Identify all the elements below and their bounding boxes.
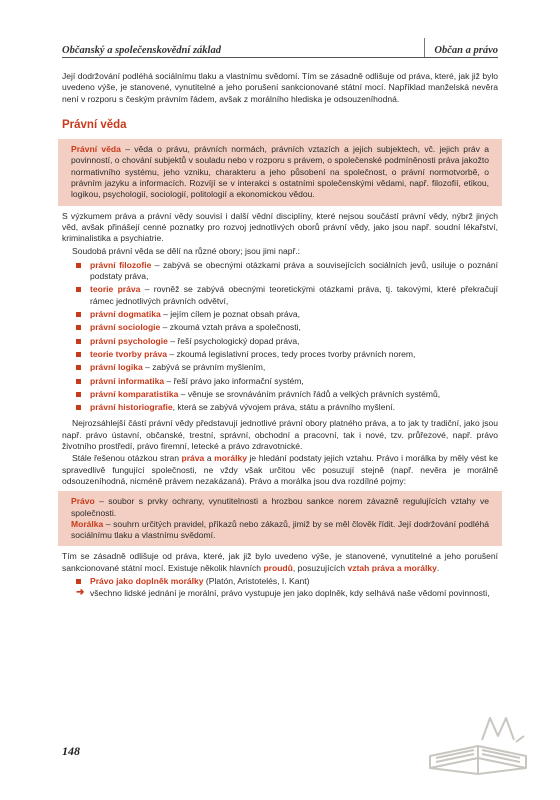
field-term: právní historiografie xyxy=(90,402,173,413)
list-item xyxy=(76,284,498,307)
paragraph-fields-intro: Soudobá právní věda se dělí na různé obory; jsou jimi např.: xyxy=(72,245,301,256)
paragraph-related-disciplines: S výzkumem práva a právní vědy souvisí i další vědní disciplíny, které nejsou součástí právní vědy, nýbrž jiných věd, avšak přinášejí cenné poznatky pro rozvoj jednotlivých oborů právní vědy, jako jsou např. soudní lékařství, kriminalistika a psychiatrie. xyxy=(62,210,498,244)
field-text: – zkoumá legislativní proces, tedy proces tvorby právních norem, xyxy=(166,348,416,359)
definition-text xyxy=(71,144,489,200)
law-morality-box xyxy=(58,491,502,546)
paragraph-law-morality xyxy=(62,453,498,487)
law-definition xyxy=(71,496,489,519)
header-left-title: Občanský a společenskovědní základ xyxy=(62,45,221,56)
bullet-icon xyxy=(76,405,81,410)
field-term: právní komparatistika xyxy=(90,388,179,399)
field-text: – zkoumá vztah práva a společnosti, xyxy=(160,322,301,333)
list-item xyxy=(76,389,498,400)
list-item xyxy=(76,349,498,360)
arrow-right-icon: ➜ xyxy=(76,587,85,599)
field-text: – řeší právo jako informační systém, xyxy=(164,375,304,386)
morality-text: – souhrn určitých pravidel, příkazů nebo zákazů, jimiž by se měl člověk řídit. Její dodržování podléhá sociálnímu tlaku a vlastnímu svědomí. xyxy=(71,518,489,541)
field-term: právní psychologie xyxy=(90,335,168,346)
definition-box xyxy=(58,139,502,205)
field-text: – věnuje se srovnáváním právních řádů a velkých právních systémů, xyxy=(178,388,441,399)
list-item xyxy=(76,260,498,283)
field-term: teorie tvorby práva xyxy=(90,348,167,359)
page-number: 148 xyxy=(62,744,80,758)
bullet-icon xyxy=(76,392,81,397)
bullet-icon xyxy=(76,365,81,370)
running-header xyxy=(62,36,498,56)
field-text: – zabývá se právním myšlením, xyxy=(142,362,266,373)
morality-term: Morálka xyxy=(71,518,104,529)
field-term: právní sociologie xyxy=(90,322,161,333)
header-right-title: Občan a právo xyxy=(434,45,498,56)
definition-body: – věda o právu, právních normách, právních vztazích a jejich subjektech, vč. jejich práv a povinností, o chování subjektů v souladu nebo v rozporu s právem, o společenské podmíněnosti práva jakožto normativního systému, jeho vzniku, charakteru a jeho působení na společnost, o právní normotvorbě, o právním jazyku a informacích. Rozvíjí se v interakci s ostatními společenskými vědami, např. filozofií, etikou, logikou, psychologií, sociologií, politologií a ekonomickou vědou. xyxy=(71,144,489,200)
header-divider xyxy=(424,38,425,57)
text-run: je hledání podstaty jejich vztahu. Právo i morálka by měly vést ke spravedlivě fungující společnosti, ne vždy však určitou věc posuzují stejně (např. nevěra je morálně odsouzeníhodná, nicméně právem nezakázaná). Právo a morálka jsou dva rozdílné pojmy: xyxy=(62,453,498,486)
text-run: Stále řešenou otázkou stran xyxy=(72,453,182,464)
bullet-icon xyxy=(76,379,81,384)
highlight-morality: morálky xyxy=(214,453,247,464)
highlight-relation: vztah práva a morálky xyxy=(347,562,437,573)
theory-detail-text: všechno lidské jednání je morální, právo vystupuje jen jako doplněk, kdy selhává naše vědomí povinnosti, xyxy=(90,588,490,599)
field-term: právní filozofie xyxy=(90,259,152,270)
fields-list xyxy=(62,260,498,414)
field-text: – zabývá se obecnými otázkami práva a souvisejících sociálních jevů, usiluje o poznání podstaty práva, xyxy=(90,259,498,282)
intro-paragraph: Její dodržování podléhá sociálnímu tlaku a vlastnímu svědomí. Tím se zásadně odlišuje od práva, které, jak již bylo uvedeno výše, je stanovené, vynutitelné a jeho porušení sankcionované státní mocí. Například manželská nevěra není v rozporu s českým právním řádem, avšak z morálního hlediska je odsouzeníhodná. xyxy=(62,71,498,104)
bullet-icon xyxy=(76,263,81,268)
field-text: – rovněž se zabývá obecnými teoretickými otázkami práva, tj. takovými, které překračují rámec jednotlivých právních odvětví, xyxy=(90,284,498,306)
paragraph-law-branches: Nejrozsáhlejší částí právní vědy představují jednotlivé právní obory platného práva, a to jak ty tradiční, jako jsou např. právo ústavní, občanské, trestní, správní, obchodní a pracovní, tak i nové, tzv. průřezové, např. právo životního prostředí, právo firemní, letecké a právo zdravotnické. xyxy=(62,418,498,452)
field-term: právní dogmatika xyxy=(90,309,161,320)
list-item xyxy=(76,336,498,347)
paragraph-currents xyxy=(62,551,498,574)
field-text: , která se zabývá vývojem práva, státu a právního myšlení. xyxy=(172,402,395,413)
list-item xyxy=(76,376,498,387)
bullet-icon xyxy=(76,287,81,292)
theory-text: (Platón, Aristotelés, I. Kant) xyxy=(203,575,310,586)
bullet-icon xyxy=(76,579,81,584)
list-item xyxy=(76,322,498,333)
text-run: Tím se zásadně odlišuje od práva, které, jak již bylo uvedeno výše, je stanovené, vynutitelné a jeho porušení sankcionované státní mocí. Existuje několik hlavních xyxy=(62,551,498,573)
bullet-icon xyxy=(76,325,81,330)
definition-term: Právní věda xyxy=(71,144,121,155)
law-term: Právo xyxy=(71,496,95,507)
bullet-icon xyxy=(76,312,81,317)
list-item xyxy=(76,362,498,373)
highlight-law: práva xyxy=(181,453,205,464)
text-run: . xyxy=(436,562,440,573)
bullet-icon xyxy=(76,352,81,357)
field-text: – jejím cílem je poznat obsah práva, xyxy=(160,309,300,320)
open-book-logo xyxy=(420,712,540,780)
field-term: právní logika xyxy=(90,362,143,373)
theory-detail xyxy=(62,588,498,599)
header-rule xyxy=(62,57,498,58)
list-item xyxy=(76,309,498,320)
law-text: – soubor s prvky ochrany, vynutitelnosti a hrozbou sankce norem závazně regulujících vztahy ve společnosti. xyxy=(71,496,489,518)
theories-list xyxy=(62,576,498,587)
bullet-icon xyxy=(76,339,81,344)
list-item xyxy=(76,402,498,413)
text-run: , posuzujících xyxy=(292,562,348,573)
field-term: teorie práva xyxy=(90,284,141,295)
highlight-currents: proudů xyxy=(263,562,293,573)
morality-definition xyxy=(71,519,489,542)
page-content xyxy=(62,70,498,600)
field-text: – řeší psychologický dopad práva, xyxy=(167,335,300,346)
list-item xyxy=(76,576,498,587)
theory-term: Právo jako doplněk morálky xyxy=(90,575,204,586)
text-run: a xyxy=(204,453,215,464)
field-term: právní informatika xyxy=(90,375,165,386)
section-title: Právní věda xyxy=(62,118,127,131)
